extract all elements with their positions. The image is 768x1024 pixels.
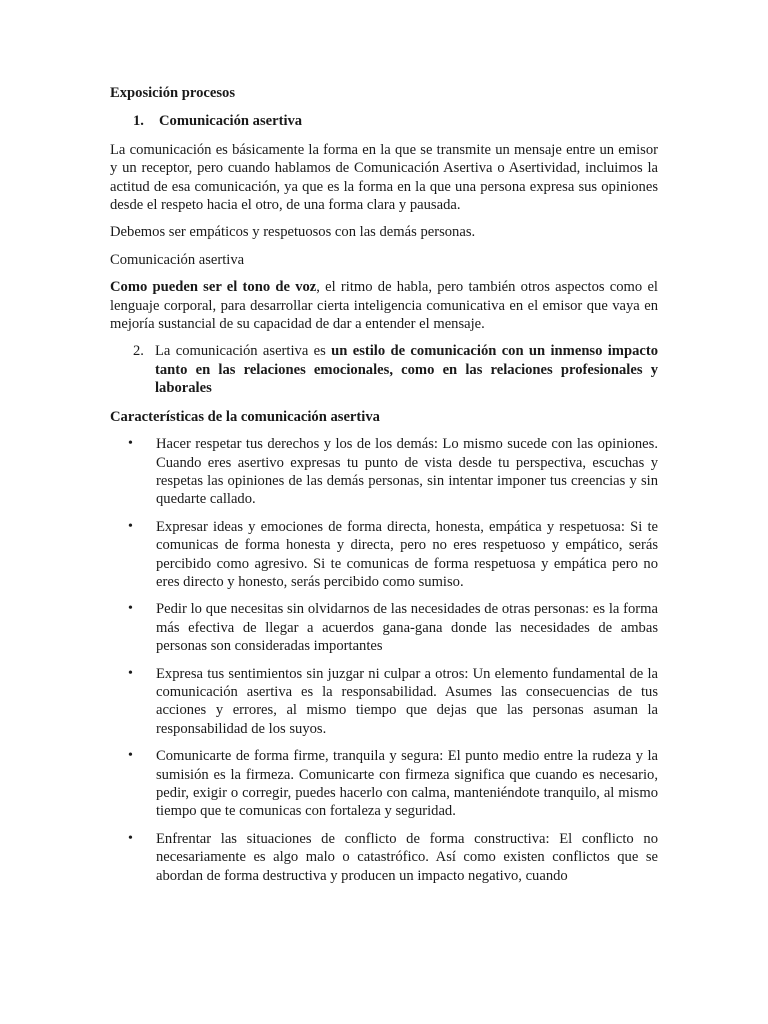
bullet-icon: • bbox=[128, 748, 133, 764]
item-bold-text: un estilo de comunicación con un inmenso impacto tanto en las relaciones emocionales, como en las relaciones profesionales y laborales bbox=[155, 343, 659, 397]
bullet-text: Expresa tus sentimientos sin juzgar ni culpar a otros: Un elemento fundamental de la comunicación asertiva es la responsabilidad. Asumes las consecuencias de tus acciones y errores, al mismo tiempo que dejas que las personas asuman la responsabilidad de los suyos. bbox=[156, 665, 658, 737]
numbered-heading-1 bbox=[133, 112, 658, 130]
bullet-icon: • bbox=[128, 601, 133, 617]
section-heading: Características de la comunicación asertiva bbox=[110, 408, 380, 425]
paragraph-subtitle: Comunicación asertiva bbox=[110, 251, 245, 268]
paragraph-tone bbox=[110, 278, 658, 333]
heading-number: 1. bbox=[133, 113, 144, 130]
bullet-text: Comunicarte de forma firme, tranquila y segura: El punto medio entre la rudeza y la sumisión es la firmeza. Comunicarte con firmeza significa que cuando es necesario, pedir, exigir o corregir, puedes hacerlo con calma, manteniéndote tranquilo, al mismo tiempo que te comunicas con fortaleza y seguridad. bbox=[156, 748, 658, 820]
item-body bbox=[155, 342, 658, 397]
paragraph-empathy: Debemos ser empáticos y respetuosos con las demás personas. bbox=[110, 224, 476, 241]
numbered-item-2 bbox=[133, 342, 658, 397]
bullet-icon: • bbox=[128, 665, 133, 681]
bullet-item bbox=[128, 747, 658, 821]
item-plain-text: La comunicación asertiva es bbox=[155, 343, 332, 360]
document-page bbox=[110, 84, 658, 894]
document-title: Exposición procesos bbox=[110, 85, 236, 101]
heading-text: Comunicación asertiva bbox=[159, 113, 303, 130]
paragraph-tone-rest: , el ritmo de habla, pero también otros aspectos como el lenguaje corporal, para desarrollar cierta inteligencia comunicativa en el emisor que vaya en mejoría sustancial de su capacidad de dar a entender el mensaje. bbox=[110, 279, 658, 333]
bullet-item bbox=[128, 518, 658, 592]
bullet-item bbox=[128, 830, 658, 885]
paragraph-intro: La comunicación es básicamente la forma en la que se transmite un mensaje entre un emisor y un receptor, pero cuando hablamos de Comunicación Asertiva o Asertividad, incluimos la actitud de esa comunicación, ya que es la forma en la que una persona expresa sus opiniones desde el respeto hacia el otro, de una forma clara y pausada. bbox=[110, 141, 658, 214]
bullet-icon: • bbox=[128, 436, 133, 452]
bullet-text: Pedir lo que necesitas sin olvidarnos de las necesidades de otras personas: es la forma más efectiva de llegar a acuerdos gana-gana donde las necesidades de ambas personas son consideradas importantes bbox=[156, 601, 658, 655]
bullet-item bbox=[128, 435, 658, 509]
bullet-text: Expresar ideas y emociones de forma directa, honesta, empática y respetuosa: Si te comunicas de forma honesta y directa, pero no eres respetuoso y empático, serás percibido como agresivo. Si te comunicas de forma respetuosa y empática pero no eres directo y honesto, serás percibido como sumiso. bbox=[156, 518, 658, 590]
bullet-icon: • bbox=[128, 518, 133, 534]
bullet-icon: • bbox=[128, 830, 133, 846]
bullet-text: Hacer respetar tus derechos y los de los demás: Lo mismo sucede con las opiniones. Cuando eres asertivo expresas tu punto de vista desde tu perspectiva, escuchas y respetas las opiniones de las demás personas, sin intentar imponer tus creencias y sin quedarte callado. bbox=[156, 436, 658, 508]
bullet-item bbox=[128, 600, 658, 655]
item-number: 2. bbox=[133, 343, 144, 360]
bullet-text: Enfrentar las situaciones de conflicto de forma constructiva: El conflicto no necesariamente es algo malo o catastrófico. Así como existen conflictos que se abordan de forma destructiva y producen un impacto negativo, cuando bbox=[156, 830, 658, 884]
bullet-item bbox=[128, 665, 658, 739]
paragraph-tone-bold: Como pueden ser el tono de voz bbox=[110, 279, 317, 296]
bullet-list bbox=[110, 435, 658, 885]
